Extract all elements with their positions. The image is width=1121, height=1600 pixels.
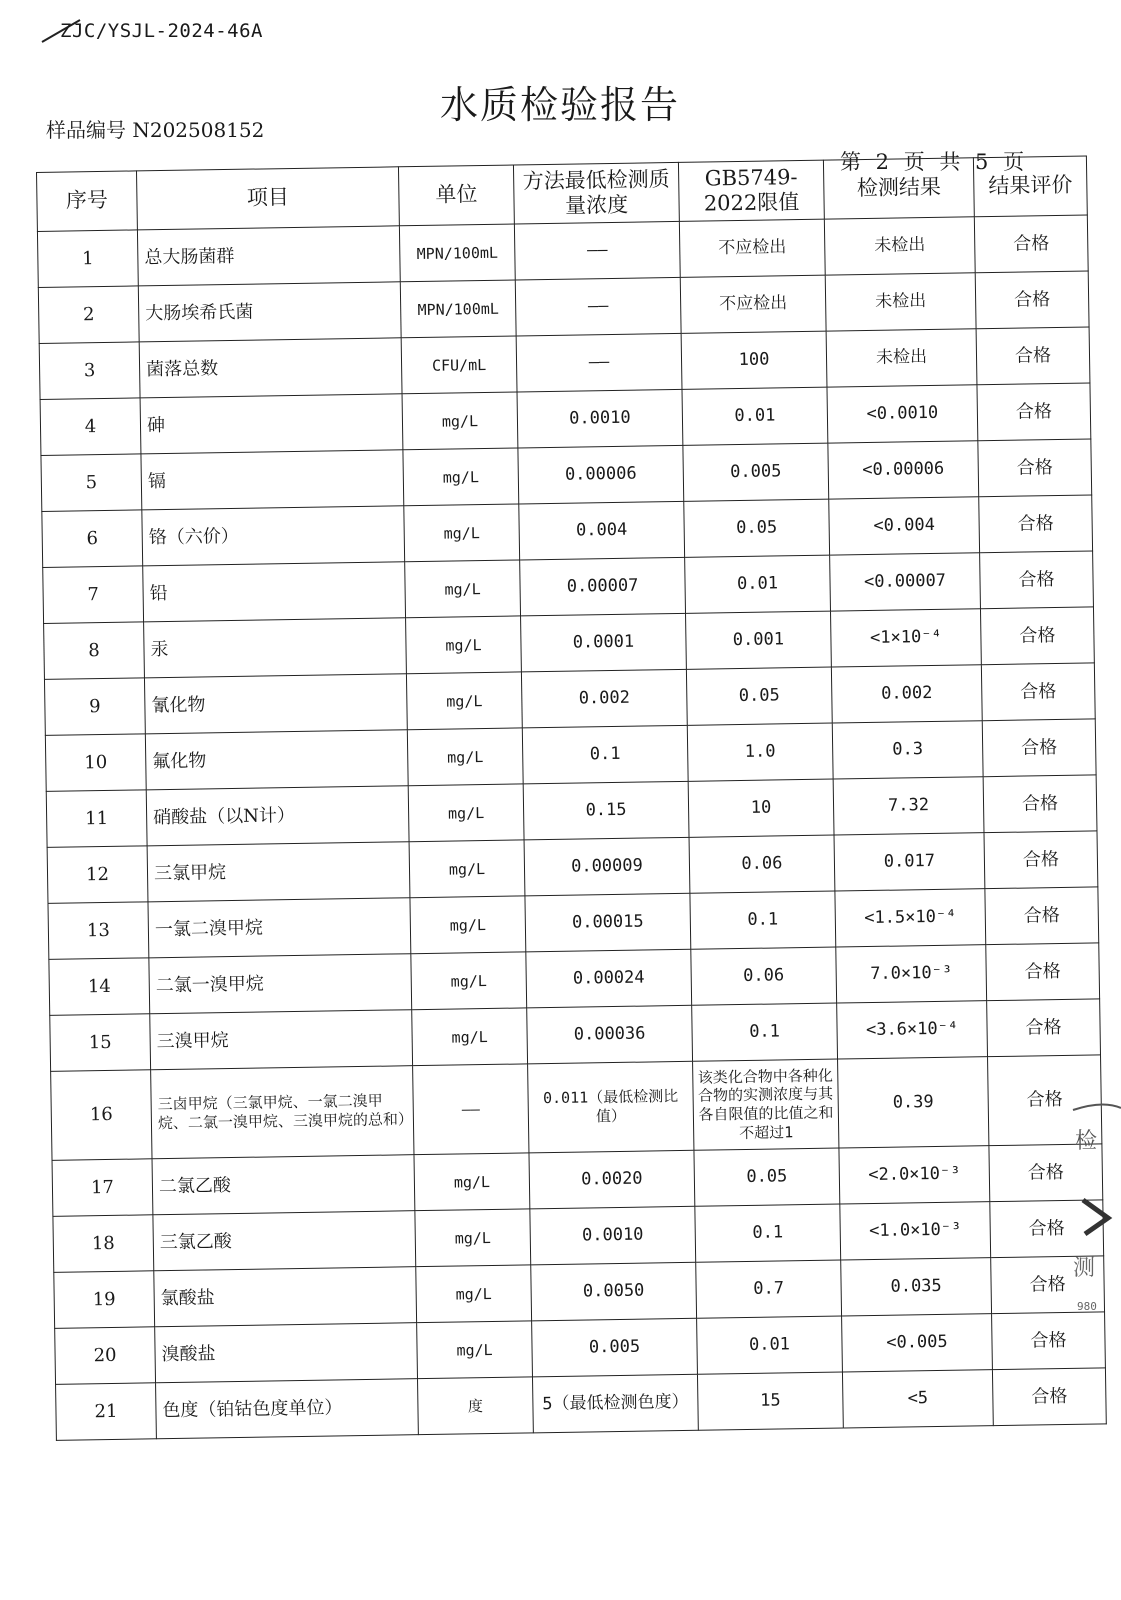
cell-unit: mg/L xyxy=(411,952,527,1010)
cell-limit: 0.05 xyxy=(686,667,832,725)
cell-eval: 合格 xyxy=(982,719,1096,777)
header-seq: 序号 xyxy=(37,171,138,232)
cell-mdl: 0.011（最低检测比值） xyxy=(528,1061,694,1153)
cell-result: 7.0×10⁻³ xyxy=(836,945,987,1003)
cell-eval: 合格 xyxy=(978,439,1092,497)
cell-item: 菌落总数 xyxy=(139,338,402,398)
cell-limit: 0.06 xyxy=(689,835,835,893)
cell-unit: mg/L xyxy=(403,448,519,506)
cell-unit: CFU/mL xyxy=(401,336,517,394)
cell-eval: 合格 xyxy=(977,383,1091,441)
cell-limit: 0.05 xyxy=(694,1148,840,1206)
cell-unit: mg/L xyxy=(414,1153,530,1211)
cell-mdl: —— xyxy=(514,221,680,280)
header-unit: 单位 xyxy=(398,165,514,226)
cell-result: 未检出 xyxy=(826,329,977,387)
cell-item: 氟化物 xyxy=(145,730,408,790)
cell-item: 砷 xyxy=(140,394,403,454)
cell-limit: 0.1 xyxy=(690,891,836,949)
cell-unit: 度 xyxy=(418,1377,534,1435)
header-result: 检测结果 xyxy=(823,158,974,219)
cell-mdl: 0.004 xyxy=(519,501,685,560)
cell-limit: 0.005 xyxy=(683,443,829,501)
cell-eval: 合格 xyxy=(991,1256,1105,1314)
cell-seq: 4 xyxy=(40,398,141,456)
cell-seq: 5 xyxy=(41,454,142,512)
cell-unit: mg/L xyxy=(408,784,524,842)
sample-number-value: N202508152 xyxy=(132,118,265,142)
cell-unit: mg/L xyxy=(406,672,522,730)
cell-eval: 合格 xyxy=(984,831,1098,889)
cell-mdl: 0.00036 xyxy=(527,1005,693,1064)
cell-mdl: 0.0050 xyxy=(531,1262,697,1321)
cell-limit: 1.0 xyxy=(687,723,833,781)
cell-seq: 6 xyxy=(42,510,143,568)
cell-result: 0.035 xyxy=(841,1258,992,1316)
cell-mdl: —— xyxy=(515,277,681,336)
cell-mdl: 0.0001 xyxy=(521,613,687,672)
cell-mdl: 0.00024 xyxy=(526,949,692,1008)
cell-eval: 合格 xyxy=(980,607,1094,665)
cell-result: <0.004 xyxy=(829,497,980,555)
cell-seq: 21 xyxy=(56,1383,157,1441)
cell-seq: 11 xyxy=(46,790,147,848)
cell-item: 大肠埃希氏菌 xyxy=(138,282,401,342)
cell-seq: 14 xyxy=(49,958,150,1016)
cell-item: 汞 xyxy=(144,618,407,678)
svg-text:检: 检 xyxy=(1075,1129,1098,1154)
cell-result: 未检出 xyxy=(824,217,975,275)
cell-result: <2.0×10⁻³ xyxy=(839,1146,990,1204)
cell-unit: mg/L xyxy=(406,616,522,674)
cell-result: <3.6×10⁻⁴ xyxy=(837,1001,988,1059)
results-table-wrap xyxy=(36,155,1107,1440)
sample-number-label: 样品编号 xyxy=(46,118,126,142)
cell-mdl: 0.005 xyxy=(532,1318,698,1377)
inspection-seal-stamp xyxy=(1063,1100,1121,1330)
cell-eval: 合格 xyxy=(976,327,1090,385)
cell-result: <0.0010 xyxy=(827,385,978,443)
cell-unit: mg/L xyxy=(412,1008,528,1066)
cell-result: <1×10⁻⁴ xyxy=(830,609,981,667)
cell-eval: 合格 xyxy=(992,1368,1106,1426)
cell-item: 三溴甲烷 xyxy=(150,1010,413,1070)
cell-unit: mg/L xyxy=(409,840,525,898)
cell-unit: mg/L xyxy=(407,728,523,786)
cell-mdl: 0.00009 xyxy=(524,837,690,896)
cell-seq: 19 xyxy=(54,1271,155,1329)
document-code: ZJC/YSJL-2024-46A xyxy=(60,20,263,42)
cell-unit: mg/L xyxy=(416,1265,532,1323)
cell-result: <0.00007 xyxy=(830,553,981,611)
cell-result: <5 xyxy=(842,1370,993,1428)
cell-seq: 1 xyxy=(37,230,138,288)
cell-limit: 0.1 xyxy=(692,1003,838,1061)
cell-seq: 2 xyxy=(38,286,139,344)
cell-limit: 不应检出 xyxy=(680,275,826,333)
cell-eval: 合格 xyxy=(986,943,1100,1001)
cell-seq: 8 xyxy=(44,622,145,680)
cell-mdl: 5（最低检测色度） xyxy=(532,1374,698,1433)
cell-mdl: 0.002 xyxy=(521,669,687,728)
cell-eval: 合格 xyxy=(975,271,1089,329)
cell-item: 镉 xyxy=(141,450,404,510)
cell-result: 0.017 xyxy=(834,833,985,891)
cell-limit: 0.01 xyxy=(697,1316,843,1374)
cell-seq: 7 xyxy=(43,566,144,624)
cell-unit: MPN/100mL xyxy=(399,224,515,282)
header-mdl: 方法最低检测质量浓度 xyxy=(513,162,679,224)
svg-text:测: 测 xyxy=(1073,1256,1096,1281)
cell-limit: 100 xyxy=(681,331,827,389)
cell-seq: 18 xyxy=(53,1215,154,1273)
cell-unit: mg/L xyxy=(402,392,518,450)
cell-eval: 合格 xyxy=(979,495,1093,553)
cell-item: 铅 xyxy=(143,562,406,622)
cell-mdl: 0.00015 xyxy=(525,893,691,952)
cell-eval: 合格 xyxy=(985,887,1099,945)
results-table xyxy=(36,155,1107,1440)
cell-limit: 0.01 xyxy=(685,555,831,613)
cell-item: 硝酸盐（以N计） xyxy=(146,786,409,846)
cell-limit: 该类化合物中各种化合物的实测浓度与其各自限值的比值之和不超过1 xyxy=(693,1059,839,1150)
cell-unit: mg/L xyxy=(415,1209,531,1267)
cell-item: 三卤甲烷（三氯甲烷、一氯二溴甲烷、二氯一溴甲烷、三溴甲烷的总和） xyxy=(151,1066,414,1159)
cell-seq: 12 xyxy=(47,846,148,904)
cell-unit: mg/L xyxy=(410,896,526,954)
header-item: 项目 xyxy=(136,167,399,230)
cell-unit: mg/L xyxy=(417,1321,533,1379)
cell-item: 铬（六价） xyxy=(142,506,405,566)
cell-eval: 合格 xyxy=(974,215,1088,273)
cell-item: 氰化物 xyxy=(144,674,407,734)
cell-item: 总大肠菌群 xyxy=(137,226,400,286)
cell-unit: mg/L xyxy=(405,560,521,618)
cell-seq: 13 xyxy=(48,902,149,960)
table-row xyxy=(51,1055,1102,1160)
cell-seq: 15 xyxy=(50,1014,151,1072)
cell-eval: 合格 xyxy=(981,663,1095,721)
cell-result: <0.00006 xyxy=(828,441,979,499)
cell-eval: 合格 xyxy=(983,775,1097,833)
cell-mdl: 0.00006 xyxy=(518,445,684,504)
cell-item: 三氯乙酸 xyxy=(153,1211,416,1271)
cell-eval: 合格 xyxy=(990,1200,1104,1258)
cell-limit: 10 xyxy=(688,779,834,837)
cell-item: 色度（铂钴色度单位） xyxy=(156,1379,419,1439)
page-indicator: 第 2 页 共 5 页 xyxy=(840,150,1025,174)
cell-eval: 合格 xyxy=(992,1312,1106,1370)
cell-eval: 合格 xyxy=(980,551,1094,609)
cell-result: 0.002 xyxy=(831,665,982,723)
cell-seq: 20 xyxy=(55,1327,156,1385)
header-limit: GB5749-2022限值 xyxy=(678,160,824,221)
sample-number xyxy=(46,114,264,143)
cell-result: 0.39 xyxy=(838,1057,989,1148)
cell-unit: mg/L xyxy=(404,504,520,562)
cell-mdl: 0.0010 xyxy=(517,389,683,448)
header-eval: 结果评价 xyxy=(973,156,1087,217)
cell-result: 7.32 xyxy=(833,777,984,835)
cell-mdl: 0.0020 xyxy=(529,1150,695,1209)
cell-limit: 0.05 xyxy=(684,499,830,557)
cell-result: <1.5×10⁻⁴ xyxy=(835,889,986,947)
cell-limit: 15 xyxy=(697,1372,843,1430)
cell-limit: 0.001 xyxy=(686,611,832,669)
cell-unit: MPN/100mL xyxy=(400,280,516,338)
cell-seq: 9 xyxy=(44,678,145,736)
cell-seq: 3 xyxy=(39,342,140,400)
cell-seq: 17 xyxy=(52,1159,153,1217)
cell-result: <0.005 xyxy=(842,1314,993,1372)
cell-limit: 不应检出 xyxy=(679,219,825,277)
cell-seq: 10 xyxy=(45,734,146,792)
cell-item: 二氯一溴甲烷 xyxy=(149,954,412,1014)
cell-item: 溴酸盐 xyxy=(155,1323,418,1383)
cell-mdl: 0.1 xyxy=(522,725,688,784)
cell-mdl: 0.0010 xyxy=(530,1206,696,1265)
cell-item: 一氯二溴甲烷 xyxy=(148,898,411,958)
cell-limit: 0.7 xyxy=(696,1260,842,1318)
cell-item: 二氯乙酸 xyxy=(152,1155,415,1215)
cell-item: 三氯甲烷 xyxy=(147,842,410,902)
cell-limit: 0.01 xyxy=(682,387,828,445)
cell-limit: 0.1 xyxy=(695,1204,841,1262)
cell-item: 氯酸盐 xyxy=(154,1267,417,1327)
cell-unit: —— xyxy=(413,1064,529,1155)
svg-text:980: 980 xyxy=(1077,1300,1097,1313)
cell-mdl: 0.00007 xyxy=(520,557,686,616)
cell-seq: 16 xyxy=(51,1070,152,1161)
cell-mdl: —— xyxy=(516,333,682,392)
cell-result: 0.3 xyxy=(832,721,983,779)
report-title: 水质检验报告 xyxy=(440,83,681,127)
cell-result: <1.0×10⁻³ xyxy=(840,1202,991,1260)
cell-limit: 0.06 xyxy=(691,947,837,1005)
cell-eval: 合格 xyxy=(987,999,1101,1057)
cell-eval: 合格 xyxy=(989,1144,1103,1202)
cell-eval: 合格 xyxy=(988,1055,1102,1146)
cell-mdl: 0.15 xyxy=(523,781,689,840)
cell-result: 未检出 xyxy=(825,273,976,331)
